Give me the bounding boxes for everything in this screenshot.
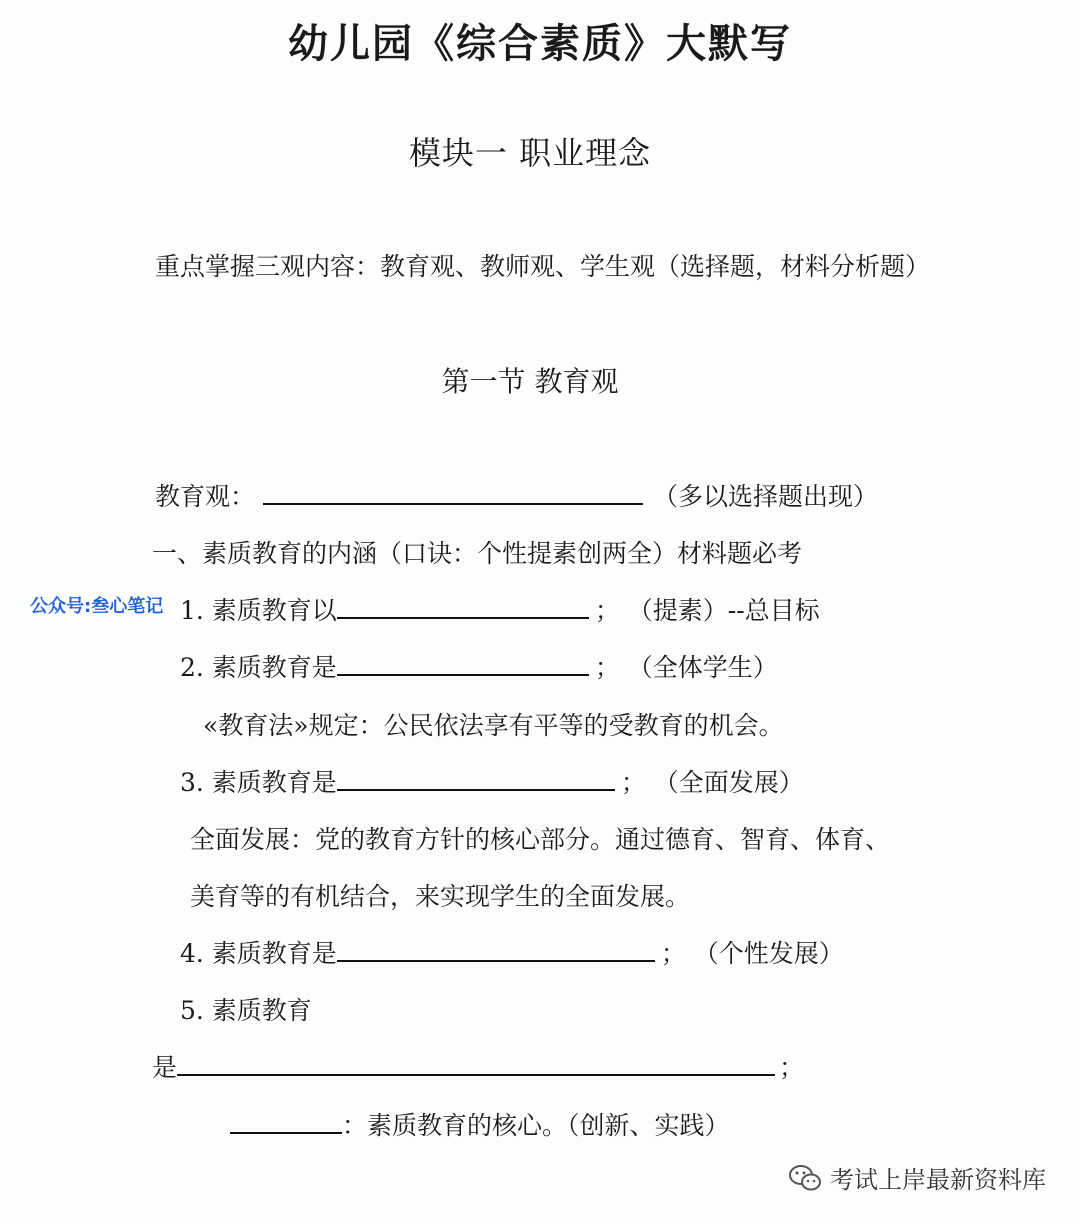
item-5-line-prefix: 是 <box>152 1053 178 1082</box>
item-1-prefix: 1. 素质教育以 <box>180 596 337 625</box>
development-note-2: 美育等的有机结合，来实现学生的全面发展。 <box>190 882 691 911</box>
section-title: 第一节 教育观 <box>441 365 619 398</box>
document-title: 幼儿园《综合素质》大默写 <box>288 20 792 67</box>
heading-connotation: 一、素质教育的内涵（口诀：个性提素创两全）材料题必考 <box>152 539 803 568</box>
item-2 <box>180 648 778 684</box>
item-4-suffix: ； （个性发展） <box>660 939 844 968</box>
item-3 <box>180 763 804 799</box>
core-line <box>230 1106 730 1142</box>
footer-text: 考试上岸最新资料库 <box>830 1166 1046 1194</box>
item-3-suffix: ； （全面发展） <box>620 768 804 797</box>
fill-blank <box>337 769 615 791</box>
item-2-prefix: 2. 素质教育是 <box>180 653 337 682</box>
edu-view-label: 教育观： <box>155 482 256 511</box>
edu-view-line <box>155 477 878 513</box>
footer-watermark <box>788 1160 1046 1195</box>
item-1-suffix: ； （提素）--总目标 <box>594 596 820 625</box>
fill-blank <box>337 597 589 619</box>
wechat-icon <box>788 1164 822 1192</box>
law-note: «教育法»规定：公民依法享有平等的受教育的机会。 <box>203 711 784 740</box>
watermark-account-tag: 公众号:叁心笔记 <box>30 596 164 617</box>
item-4-prefix: 4. 素质教育是 <box>180 939 337 968</box>
module-title: 模块一 职业理念 <box>408 134 652 172</box>
item-5: 5. 素质教育 <box>180 996 312 1025</box>
fill-blank <box>263 483 643 505</box>
edu-view-hint: （多以选择题出现） <box>653 482 879 511</box>
item-4 <box>180 934 844 970</box>
item-2-suffix: ； （全体学生） <box>594 653 778 682</box>
item-5-line-suffix: ； <box>779 1053 805 1082</box>
fill-blank <box>337 654 589 676</box>
fill-blank <box>177 1054 775 1076</box>
fill-blank <box>337 940 655 962</box>
item-5-answer-line <box>152 1048 804 1084</box>
core-suffix: ：素质教育的核心。（创新、实践） <box>342 1111 730 1140</box>
fill-blank <box>230 1112 342 1134</box>
focus-note: 重点掌握三观内容：教育观、教师观、学生观（选择题，材料分析题） <box>155 252 931 281</box>
item-3-prefix: 3. 素质教育是 <box>180 768 337 797</box>
development-note-1: 全面发展：党的教育方针的核心部分。通过德育、智育、体育、 <box>190 825 891 854</box>
item-1 <box>180 591 820 627</box>
